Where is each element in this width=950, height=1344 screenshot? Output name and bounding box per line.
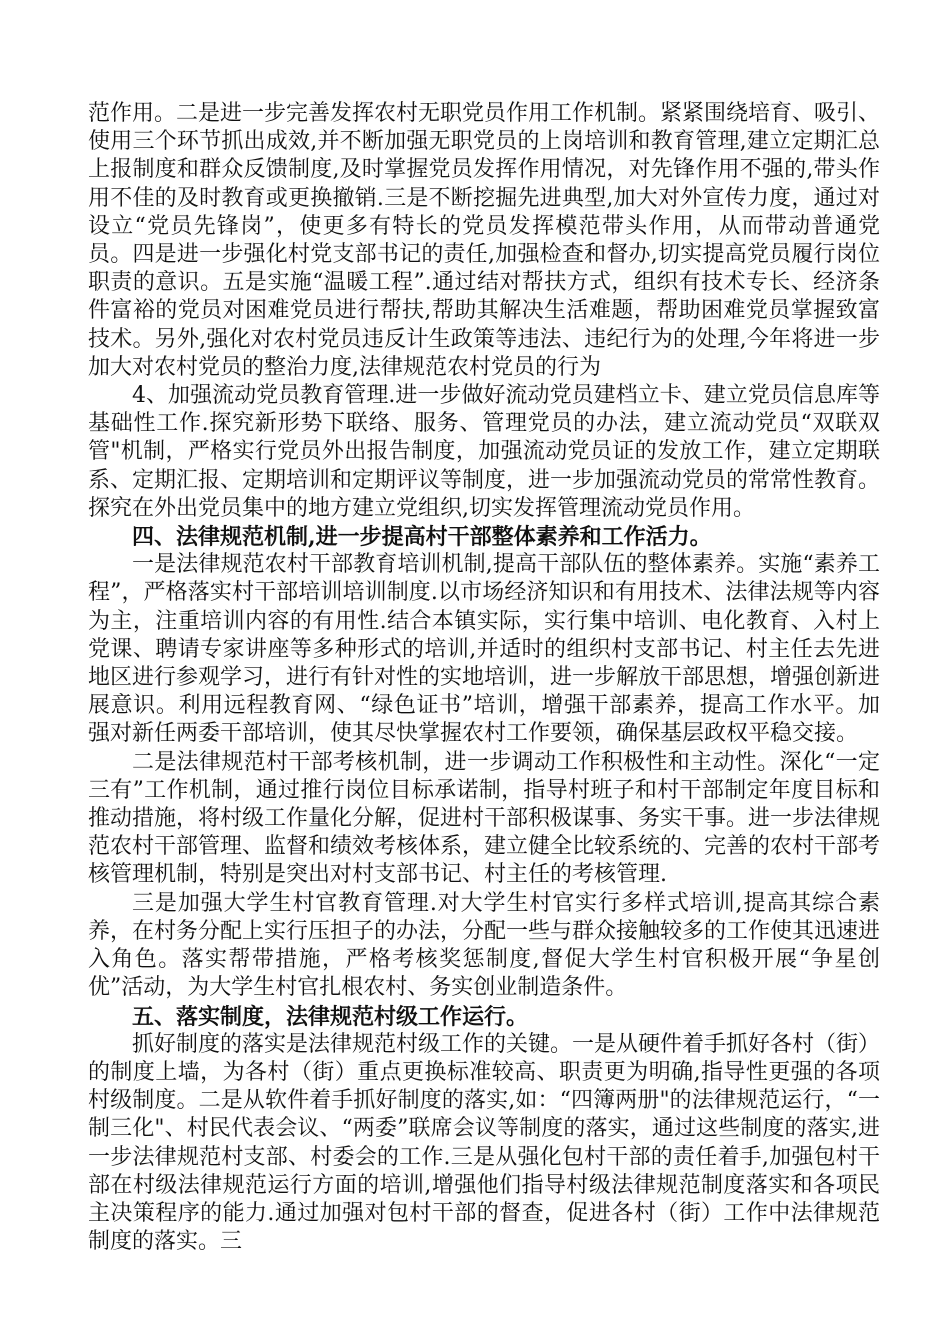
body-paragraph: 抓好制度的落实是法律规范村级工作的关键。一是从硬件着手抓好各村（街）的制度上墙，为各村（街）重点更换标准较高、职责更为明确,指导性更强的各项村级制度。二是从软件着手抓好制度的落实,如：“四簿两册"的法律规范运行，“一制三化"、村民代表会议、“两委”联席会议等制度的落实，通过这些制度的落实,进一步法律规范村支部、村委会的工作.三是从强化包村干部的责任着手,加强包村干部在村级法律规范运行方面的培训,增强他们指导村级法律规范制度落实和各项民主决策程序的能力.通过加强对包村干部的督查，促进各村（街）工作中法律规范制度的落实。三 (88, 1031, 881, 1255)
body-paragraph: 二是法律规范村干部考核机制，进一步调动工作积极性和主动性。深化“一定三有”工作机制，通过推行岗位目标承诺制，指导村班子和村干部制定年度目标和推动措施，将村级工作量化分解，促进村干部积极谋事、务实干事。进一步法律规范农村干部管理、监督和绩效考核体系，建立健全比较系统的、完善的农村干部考核管理机制，特别是突出对村支部书记、村主任的考核管理. (88, 749, 881, 888)
section-heading: 四、法律规范机制,进一步提高村干部整体素养和工作活力。 (132, 524, 712, 551)
body-paragraph: 一是法律规范农村干部教育培训机制,提高干部队伍的整体素养。实施“素养工程”，严格落实村干部培训培训制度.以市场经济知识和有用技术、法律法规等内容为主，注重培训内容的有用性.结合本镇实际，实行集中培训、电化教育、入村上党课、聘请专家讲座等多种形式的培训,并适时的组织村支部书记、村主任去先进地区进行参观学习，进行有针对性的实地培训，进一步解放干部思想，增强创新进展意识。利用远程教育网、“绿色证书”培训，增强干部素养，提高工作水平。加强对新任两委干部培训，使其尽快掌握农村工作要领，确保基层政权平稳交接。 (88, 552, 881, 747)
section-heading: 五、落实制度，法律规范村级工作运行。 (132, 1003, 529, 1030)
body-paragraph: 4、加强流动党员教育管理.进一步做好流动党员建档立卡、建立党员信息库等基础性工作.探究新形势下联络、服务、管理党员的办法，建立流动党员“双联双管"机制，严格实行党员外出报告制度，加强流动党员证的发放工作，建立定期联系、定期汇报、定期培训和定期评议等制度，进一步加强流动党员的常常性教育。探究在外出党员集中的地方建立党组织,切实发挥管理流动党员作用。 (88, 383, 881, 521)
body-paragraph: 范作用。二是进一步完善发挥农村无职党员作用工作机制。紧紧围绕培育、吸引、使用三个环节抓出成效,并不断加强无职党员的上岗培训和教育管理,建立定期汇总上报制度和群众反馈制度,及时掌握党员发挥作用情况，对先锋作用不强的,带头作用不佳的及时教育或更换撤销.三是不断挖掘先进典型,加大对外宣传力度，通过对设立“党员先锋岗”，使更多有特长的党员发挥模范带头作用，从而带动普通党员。四是进一步强化村党支部书记的责任,加强检查和督办,切实提高党员履行岗位职责的意识。五是实施“温暖工程”.通过结对帮扶方式，组织有技术专长、经济条件富裕的党员对困难党员进行帮扶,帮助其解决生活难题，帮助困难党员掌握致富技术。另外,强化对农村党员违反计生政策等违法、违纪行为的处理,今年将进一步加大对农村党员的整治力度,法律规范农村党员的行为 (88, 101, 881, 380)
body-paragraph: 三是加强大学生村官教育管理.对大学生村官实行多样式培训,提高其综合素养，在村务分配上实行压担子的办法，分配一些与群众接触较多的工作使其迅速进入角色。落实帮带措施，严格考核奖惩制度,督促大学生村官积极开展“争星创优”活动，为大学生村官扎根农村、务实创业制造条件。 (88, 890, 881, 1001)
document-page (88, 100, 880, 1256)
